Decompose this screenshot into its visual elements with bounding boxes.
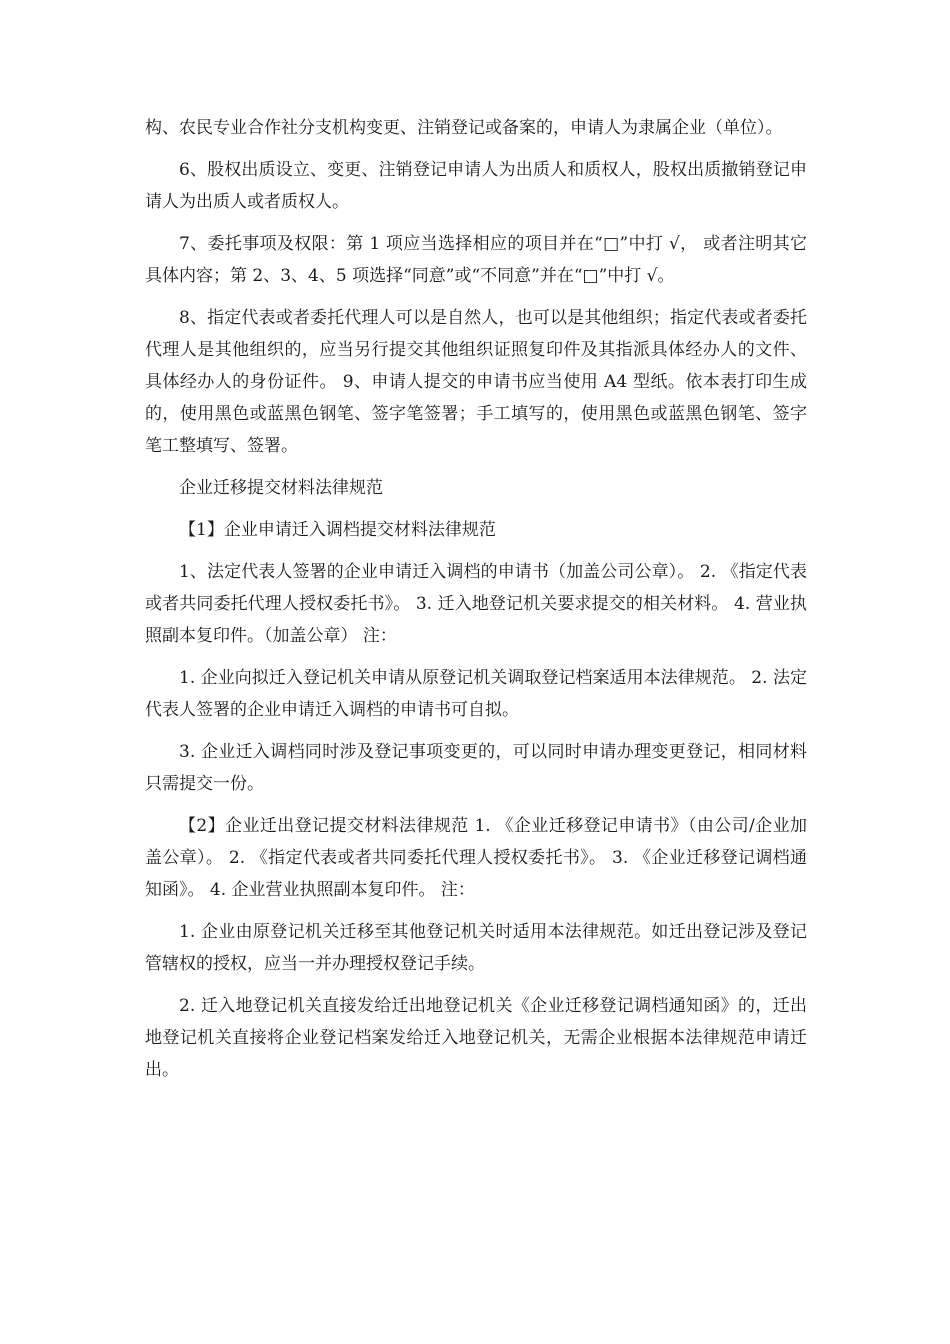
paragraph-note-2-2: 2. 迁入地登记机关直接发给迁出地登记机关《企业迁移登记调档通知函》的，迁出地登记机关直接将企业登记档案发给迁入地登记机关，无需企业根据本法律规范申请迁出。 bbox=[145, 996, 807, 1080]
document-body bbox=[145, 112, 807, 1096]
paragraph-materials-2: 【2】企业迁出登记提交材料法律规范 1. 《企业迁移登记申请书》（由公司/企业加盖公章）。 2. 《指定代表或者共同委托代理人授权委托书》。 3. 《企业迁移登记调档通知函》。 4. 企业营业执照副本复印件。 注： bbox=[145, 816, 807, 900]
paragraph-item-6: 6、股权出质设立、变更、注销登记申请人为出质人和质权人，股权出质撤销登记申请人为出质人或者质权人。 bbox=[145, 160, 807, 212]
paragraph-note-1-2: 1. 企业向拟迁入登记机关申请从原登记机关调取登记档案适用本法律规范。 2. 法定代表人签署的企业申请迁入调档的申请书可自拟。 bbox=[145, 668, 807, 720]
paragraph-item-7: 7、委托事项及权限：第 1 项应当选择相应的项目并在“□”中打 √， 或者注明其它具体内容；第 2、3、4、5 项选择“同意”或“不同意”并在“□”中打 √。 bbox=[145, 234, 807, 286]
paragraph-materials-1: 1、法定代表人签署的企业申请迁入调档的申请书（加盖公司公章）。 2. 《指定代表或者共同委托代理人授权委托书》。 3. 迁入地登记机关要求提交的相关材料。 4. 营业执照副本复印件。（加盖公章） 注： bbox=[145, 562, 807, 646]
subsection-heading-1: 【1】企业申请迁入调档提交材料法律规范 bbox=[179, 520, 496, 540]
paragraph-note-2-1: 1. 企业由原登记机关迁移至其他登记机关时适用本法律规范。如迁出登记涉及登记管辖权的授权，应当一并办理授权登记手续。 bbox=[145, 922, 807, 974]
paragraph-continuation: 构、农民专业合作社分支机构变更、注销登记或备案的，申请人为隶属企业（单位）。 bbox=[145, 118, 783, 138]
paragraph-item-8-9: 8、指定代表或者委托代理人可以是自然人，也可以是其他组织；指定代表或者委托代理人是其他组织的，应当另行提交其他组织证照复印件及其指派具体经办人的文件、具体经办人的身份证件。 9、申请人提交的申请书应当使用 A4 型纸。依本表打印生成的，使用黑色或蓝黑色钢笔、签字笔签署；手工填写的，使用黑色或蓝黑色钢笔、签字笔工整填写、签署。 bbox=[145, 308, 807, 456]
section-heading: 企业迁移提交材料法律规范 bbox=[179, 478, 383, 498]
paragraph-note-3: 3. 企业迁入调档同时涉及登记事项变更的，可以同时申请办理变更登记，相同材料只需提交一份。 bbox=[145, 742, 807, 794]
